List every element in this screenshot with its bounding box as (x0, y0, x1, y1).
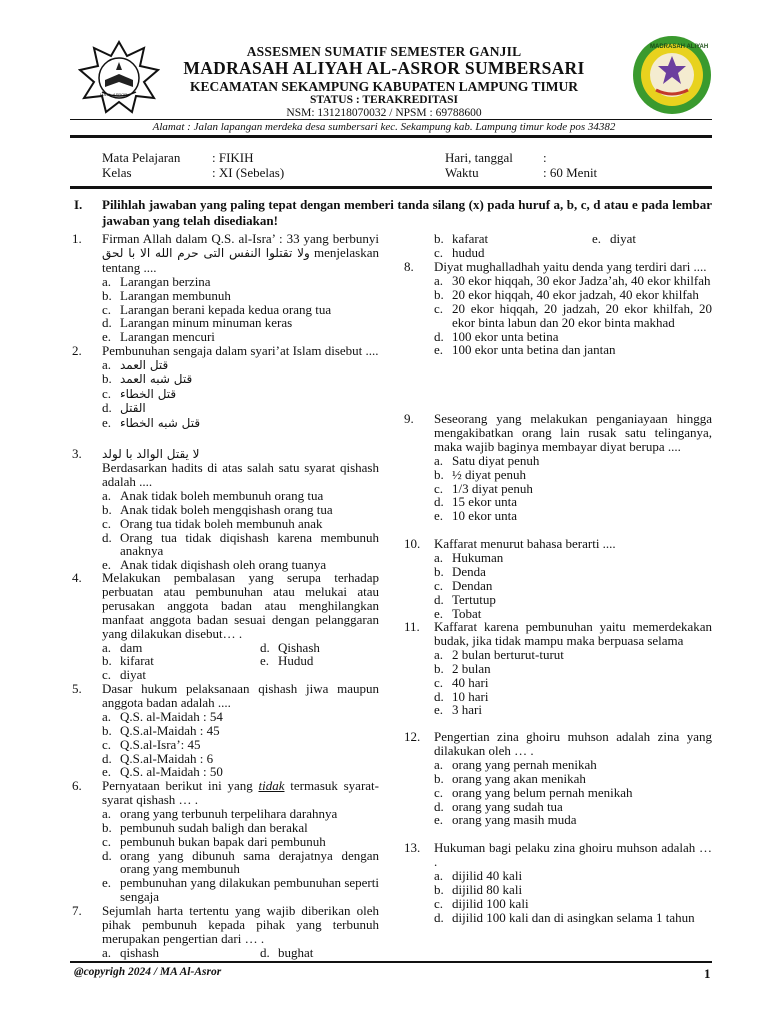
option-d[interactable]: d. 100 ekor unta betina (434, 328, 559, 344)
option-a[interactable]: a. Anak tidak boleh membunuh orang tua (102, 487, 324, 503)
option-c[interactable]: c. hudud (434, 244, 485, 260)
header-school-name: MADRASAH ALIYAH AL-ASROR SUMBERSARI (183, 58, 585, 78)
class-value: : XI (Sebelas) (212, 165, 285, 180)
time-label: Waktu (445, 165, 479, 180)
option-e[interactable]: e. 100 ekor unta betina dan jantan (434, 342, 616, 358)
question-text: Kaffarat menurut bahasa berarti .... (434, 536, 616, 551)
option-c[interactable]: c. 20 ekor hiqqah, 20 jadzah, 20 ekor khilfah, 20 ekor binta labun dan 20 ekor binta makhad (434, 300, 712, 330)
header-address: Alamat : Jalan lapangan merdeka desa sumbersari kec. Sekampung kab. Lampung timur kode pos 34382 (152, 121, 616, 133)
question-7-continued (404, 232, 712, 260)
question-text: Firman Allah dalam Q.S. al-Isra’ : 33 yang berbunyi ولا تقتلوا النفس التى حرم الله الا با لحق menjelaskan tentang .... (102, 231, 380, 275)
option-d[interactable]: d. bughat (260, 944, 314, 960)
header-title-1: ASSESMEN SUMATIF SEMESTER GANJIL (246, 44, 522, 59)
header-region: KECAMATAN SEKAMPUNG KABUPATEN LAMPUNG TIMUR (190, 79, 578, 94)
option-e[interactable]: e. 3 hari (434, 702, 482, 718)
question-7: 7. Sejumlah harta tertentu yang wajib diberikan oleh pihak pembunuh kepada pihak yang terbunuh merupakan pengertian dari … . a. qishash d. bughat (72, 903, 379, 960)
option-d[interactable]: d. 15 ekor unta (434, 494, 517, 510)
option-e[interactable]: e. 10 ekor unta (434, 508, 517, 524)
option-e[interactable]: e. Anak tidak diqishash oleh orang tuanya (102, 557, 327, 573)
page-number: 1 (704, 966, 711, 981)
subject-value: : FIKIH (212, 150, 254, 165)
option-b[interactable]: b. kifarat (102, 653, 154, 669)
option-a[interactable]: a. dijilid 40 kali (434, 867, 523, 883)
option-d[interactable]: d. Tertutup (434, 591, 496, 607)
option-e[interactable]: e. diyat (592, 231, 636, 246)
logo-right-text: MADRASAH ALIYAH (650, 44, 709, 50)
question-text: Melakukan pembalasan yang serupa terhadap perbuatan atau pembunuhan atau melukai atau perusakan anggota badan atau menghilangkan manfaat anggota badan sesuai dengan pelanggaran yang dilakukan disebut… . (102, 570, 379, 641)
option-c[interactable]: c. orang yang belum pernah menikah (434, 784, 633, 800)
option-a[interactable]: a. 30 ekor hiqqah, 30 ekor Jadza’ah, 40 ekor khilfah (434, 272, 711, 288)
option-e[interactable]: e. Tobat (434, 605, 482, 621)
option-b[interactable]: b. dijilid 80 kali (434, 881, 523, 897)
option-c[interactable]: c. 1/3 diyat penuh (434, 480, 533, 496)
option-c[interactable]: c. diyat (102, 667, 146, 683)
option-e[interactable]: e. قتل شبه الخطاء (102, 414, 201, 430)
option-e[interactable]: e. Q.S. al-Maidah : 50 (102, 764, 223, 780)
option-a[interactable]: a. dam (102, 639, 143, 655)
question-11: 11. Kaffarat karena pembunuhan yaitu memerdekakan budak, jika tidak mampu maka berpuasa selama a. 2 bulan berturut-turut b. 2 bulan c. 40 hari d. 10 hari e. 3 hari (404, 619, 712, 718)
question-9: 9. Seseorang yang melakukan penganiayaan hingga mengakibatkan orang lain rusak satu telinganya, maka wajib baginya membayar diyat berupa .... a. Satu diyat penuh b. ½ diyat penuh c. 1/3 diyat penuh d. 15 ekor unta e. 10 ekor unta (404, 411, 712, 524)
question-6: 6. Pernyataan berikut ini yang tidak termasuk syarat-syarat qishash … . a. orang yang terbunuh terpelihara darahnya b. pembunuh sudah baligh dan berakal c. pembunuh bukan bapak dari pembunuh d. orang yang dibunuh sama derajatnya dengan orang yang membunuh e. pembunuhan yang dilakukan pembunuhan seperti sengaja (72, 778, 379, 905)
option-a[interactable]: a. orang yang pernah menikah (434, 756, 597, 772)
day-label: Hari, tanggal (445, 150, 513, 165)
option-d[interactable]: d. dijilid 100 kali dan di asingkan selama 1 tahun (434, 909, 695, 925)
question-12: 12. Pengertian zina ghoiru muhson adalah zina yang dilakukan oleh … . a. orang yang pernah menikah b. orang yang akan menikah c. orang yang belum pernah menikah d. orang yang sudah tua e. orang yang masih muda (404, 729, 712, 828)
option-b[interactable]: b. Anak tidak boleh mengqishash orang tua (102, 501, 333, 517)
question-13: 13. Hukuman bagi pelaku zina ghoiru muhson adalah … . a. dijilid 40 kali b. dijilid 80 kali c. dijilid 100 kali d. dijilid 100 kali dan di asingkan selama 1 tahun (404, 840, 712, 925)
option-a[interactable]: a. Q.S. al-Maidah : 54 (102, 708, 223, 724)
option-e[interactable]: e. Larangan mencuri (102, 329, 215, 345)
option-c[interactable]: c. Larangan berani kepada kedua orang tua (102, 301, 332, 317)
question-8: 8. Diyat mughalladhah yaitu denda yang terdiri dari .... a. 30 ekor hiqqah, 30 ekor Jadza’ah, 40 ekor khilfah b. 20 ekor hiqqah, 40 ekor jadzah, 40 ekor khilfah c. 20 ekor hiqqah, 20 jadzah, 20 ekor khilfah, 20 ekor binta labun dan 20 ekor binta makhad d. 100 ekor unta betina e. 100 ekor unta betina dan jantan (404, 259, 712, 358)
question-2: 2. Pembunuhan sengaja dalam syari’at Islam disebut .... a. قتل العمد b. قتل شبه العمد c. قتل الخطاء d. القتل e. قتل شبه الخطاء (72, 343, 379, 430)
question-number: 1. (72, 231, 82, 246)
option-a[interactable]: a. Hukuman (434, 549, 504, 565)
option-a[interactable]: a. Satu diyat penuh (434, 452, 540, 468)
footer-copyright: @copyrigh 2024 / MA Al-Asror (74, 966, 222, 978)
question-text: Diyat mughalladhah yaitu denda yang terdiri dari .... (434, 259, 707, 274)
option-b[interactable]: b. 2 bulan (434, 660, 491, 676)
header-rule-top (70, 119, 712, 120)
question-text: Sejumlah harta tertentu yang wajib diberikan oleh pihak pembunuh kepada pihak yang terbunuh merupakan pengertian dari … . (102, 903, 379, 946)
option-d[interactable]: d. Orang tua tidak diqishash karena membunuh anaknya (102, 529, 379, 559)
question-text: Seseorang yang melakukan penganiayaan hingga mengakibatkan orang lain rusak satu telinganya, maka wajib baginya membayar diyat berupa .... (434, 411, 712, 454)
info-rule (70, 186, 712, 189)
option-a[interactable]: a. قتل العمد (102, 356, 169, 372)
option-d[interactable]: d. Qishash (260, 639, 320, 655)
option-a[interactable]: a. Larangan berzina (102, 273, 211, 289)
header-nsm: NSM: 131218070032 / NPSM : 69788600 (286, 107, 482, 119)
option-c[interactable]: c. Orang tua tidak boleh membunuh anak (102, 515, 323, 531)
question-5: 5. Dasar hukum pelaksanaan qishash jiwa maupun anggota badan adalah .... a. Q.S. al-Maidah : 54 b. Q.S.al-Maidah : 45 c. Q.S.al-Isra’: 45 d. Q.S.al-Maidah : 6 e. Q.S. al-Maidah : 50 (72, 681, 379, 780)
question-text: Hukuman bagi pelaku zina ghoiru muhson adalah … . (434, 840, 712, 869)
subject-label: Mata Pelajaran (102, 150, 181, 165)
header-rule-thick (70, 135, 712, 138)
question-1 (72, 232, 379, 344)
option-c[interactable]: c. Dendan (434, 577, 493, 593)
option-e[interactable]: e. Hudud (260, 653, 314, 669)
option-b[interactable]: b. orang yang akan menikah (434, 770, 586, 786)
question-text: Pernyataan berikut ini yang tidak termasuk syarat-syarat qishash … . (102, 778, 379, 807)
option-d[interactable]: d. orang yang sudah tua (434, 798, 563, 814)
option-c[interactable]: c. 40 hari (434, 674, 489, 690)
option-b[interactable]: b. kafarat (434, 231, 489, 246)
arabic-verse: ولا تقتلوا النفس التى حرم الله الا با لحق (102, 245, 310, 260)
option-b[interactable]: b. ½ diyat penuh (434, 466, 527, 482)
instruction-text: Pilihlah jawaban yang paling tepat dengan memberi tanda silang (x) pada huruf a, b, c, d atau e pada lembar jawaban yang telah disediakan! (102, 197, 712, 228)
day-value: : (543, 150, 547, 165)
question-text: Pengertian zina ghoiru muhson adalah zina yang dilakukan oleh … . (434, 729, 712, 758)
option-e[interactable]: e. pembunuhan yang dilakukan pembunuhan seperti sengaja (102, 875, 379, 905)
question-10: 10. Kaffarat menurut bahasa berarti .... a. Hukuman b. Denda c. Dendan d. Tertutup e. Tobat (404, 537, 712, 620)
question-3: 3. لا يقتل الوالد با لولد Berdasarkan hadits di atas salah satu syarat qishash adalah .... a. Anak tidak boleh membunuh orang tua b. Anak tidak boleh mengqishash orang tua c. Orang tua tidak boleh membunuh anak d. Orang tua tidak diqishash karena membunuh anaknya e. Anak tidak diqishash oleh orang tuanya (72, 446, 379, 573)
footer-rule (70, 961, 712, 963)
option-b[interactable]: b. pembunuh sudah baligh dan berakal (102, 819, 308, 835)
option-b[interactable]: b. Denda (434, 563, 486, 579)
option-b[interactable]: b. قتل شبه العمد (102, 371, 193, 387)
option-a[interactable]: a. 2 bulan berturut-turut (434, 646, 564, 662)
option-c[interactable]: c. Q.S.al-Isra’: 45 (102, 736, 201, 752)
class-label: Kelas (102, 165, 132, 180)
option-c[interactable]: c. pembunuh bukan bapak dari pembunuh (102, 833, 326, 849)
option-d[interactable]: d. 10 hari (434, 688, 489, 704)
option-e[interactable]: e. orang yang masih muda (434, 812, 577, 828)
option-d[interactable]: d. orang yang dibunuh sama derajatnya dengan orang yang membunuh (102, 847, 379, 877)
option-d[interactable]: d. القتل (102, 400, 146, 416)
arabic-hadith: لا يقتل الوالد با لولد (102, 447, 200, 461)
option-d[interactable]: d. Larangan minum minuman keras (102, 315, 293, 331)
question-text: Berdasarkan hadits di atas salah satu syarat qishash adalah .... (102, 460, 379, 489)
logo-left-text: MA AL-ASROR (100, 92, 128, 97)
option-c[interactable]: c. dijilid 100 kali (434, 895, 529, 911)
question-4: 4. Melakukan pembalasan yang serupa terhadap perbuatan atau pembunuhan atau melukai atau perusakan anggota badan atau menghilangkan manfaat anggota badan sesuai dengan pelanggaran yang dilakukan disebut… . a. dam d. Qishash b. kifarat e. Hudud c. diyat (72, 570, 379, 683)
option-d[interactable]: d. Q.S.al-Maidah : 6 (102, 750, 214, 766)
option-c[interactable]: c. قتل الخطاء (102, 385, 177, 401)
time-value: : 60 Menit (543, 165, 598, 180)
header-status: STATUS : TERAKREDITASI (309, 94, 459, 106)
option-a[interactable]: a. orang yang terbunuh terpelihara darahnya (102, 805, 338, 821)
question-text: Dasar hukum pelaksanaan qishash jiwa maupun anggota badan adalah .... (102, 681, 379, 710)
instruction-num: I. (74, 197, 83, 212)
option-b[interactable]: b. Q.S.al-Maidah : 45 (102, 722, 220, 738)
option-b[interactable]: b. 20 ekor hiqqah, 40 ekor jadzah, 40 ekor khilfah (434, 286, 699, 302)
question-text: Kaffarat karena pembunuhan yaitu memerdekakan budak, jika tidak mampu maka berpuasa selama (434, 619, 712, 648)
option-a[interactable]: a. qishash (102, 944, 159, 960)
option-b[interactable]: b. Larangan membunuh (102, 287, 231, 303)
question-text: Pembunuhan sengaja dalam syari’at Islam disebut .... (102, 343, 379, 358)
